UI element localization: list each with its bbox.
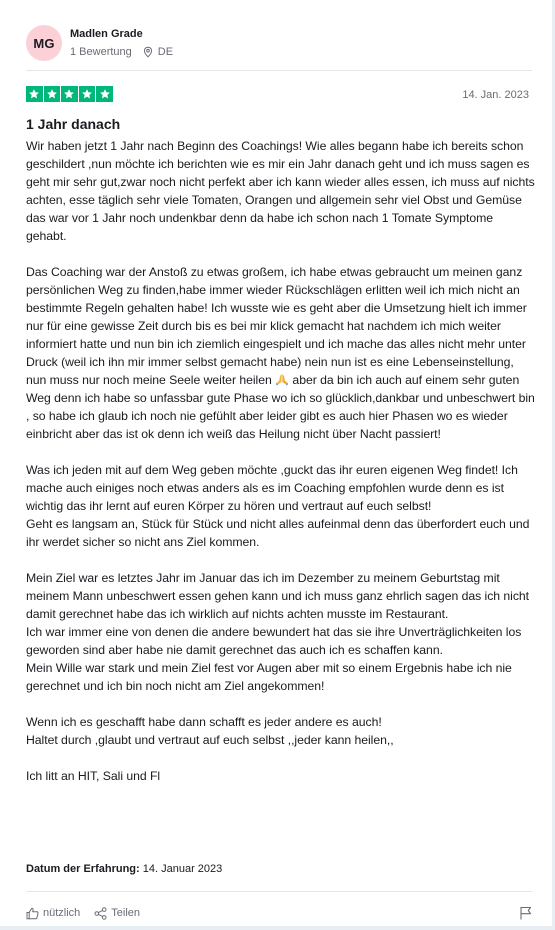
review-paragraph: Das Coaching war der Anstoß zu etwas großem, ich habe etwas gebraucht um meinen ganz persönlichen Weg zu finden,habe immer wieder Rückschlägen erlitten weil ich mich nicht an bestimmte Regeln gehalten habe! Ich wusste wie es geht aber die Umsetzung hielt ich immer nur für eine gewisse Zeit durch bis es bei mir klick gemacht hat nachdem ich mich weiter informiert hatte und nun bin ich ziemlich eingespielt und ich mache das alles nicht mehr unter Druck (weil ich ihn mir immer selbst gemacht habe) nein nun ist es eine Lebenseinstellung, nun muss nur noch meine Seele weiter heilen aber da bin ich auch auf einem sehr guten Weg denn ich habe so unfassbar gute Phase wo ich so glücklich,dankbar und unbeschwert bin , so habe ich glaub ich noch nie gefühlt aber leider gibt es auch hier Phasen wo es wieder einbricht aber das ist ok denn ich weiß das Heilung nicht über Nacht passiert! xyxy=(26,265,535,441)
share-icon xyxy=(94,907,107,920)
praying-hands-icon xyxy=(275,373,289,386)
review-header xyxy=(26,23,173,63)
review-paragraph: Wir haben jetzt 1 Jahr nach Beginn des Coachings! Wie alles begann habe ich bereits schon geschildert ,nun möchte ich berichten wie es mir ein Jahr danach geht und ich muss sagen es geht mir sehr gut,zwar noch nicht perfekt aber ich kann wieder alles essen, ich muss auf nichts achten, esse täglich sehr viele Tomaten, Orangen und allgemein sehr viel Obst und Gemüse das war vor 1 Jahr noch undenkbar denn da habe ich schon nach 1 Tomate Symptome gehabt. xyxy=(26,139,535,243)
user-info xyxy=(70,27,173,59)
review-body xyxy=(26,137,536,785)
review-date: 14. Jan. 2023 xyxy=(462,89,529,101)
review-paragraph: Ich litt an HIT, Sali und Fl xyxy=(26,769,161,783)
star-icon xyxy=(44,86,61,102)
flag-icon[interactable] xyxy=(519,906,532,920)
divider xyxy=(26,70,532,71)
review-paragraph: Mein Ziel war es letztes Jahr im Januar das ich im Dezember zu meinem Geburtstag mit meinem Mann unbeschwert essen gehen kann und ich muss ganz ehrlich sagen das ich nicht damit gerechnet habe das ich wirklich auf nichts achten musste im Restaurant. xyxy=(26,571,530,621)
page-edge xyxy=(0,926,555,930)
thumbs-up-icon xyxy=(26,907,39,920)
star-icon xyxy=(96,86,113,102)
location-pin-icon xyxy=(142,46,154,58)
avatar[interactable]: MG xyxy=(26,25,62,61)
review-paragraph: Ich war immer eine von denen die andere bewundert hat das sie ihre Unverträglichkeiten los geworden sind aber habe nie damit gerechnet das auch ich es schaffen kann. xyxy=(26,625,522,657)
star-rating xyxy=(26,86,113,102)
experience-date-value: 14. Januar 2023 xyxy=(142,863,223,875)
experience-date xyxy=(26,863,222,875)
review-actions xyxy=(26,904,532,922)
review-count: 1 Bewertung xyxy=(70,46,132,58)
reviewer-country: DE xyxy=(157,46,174,58)
useful-label: nützlich xyxy=(43,907,81,919)
star-icon xyxy=(26,86,43,102)
review-card xyxy=(10,8,548,923)
review-paragraph: Haltet durch ,glaubt und vertraut auf euch selbst ,,jeder kann heilen,, xyxy=(26,733,394,747)
star-icon xyxy=(79,86,96,102)
star-icon xyxy=(61,86,78,102)
reviewer-meta xyxy=(70,45,173,59)
review-paragraph: Mein Wille war stark und mein Ziel fest vor Augen aber mit so einem Ergebnis habe ich nie gerechnet und ich bin noch nicht am Ziel angekommen! xyxy=(26,661,512,693)
review-paragraph: Wenn ich es geschafft habe dann schafft es jeder andere es auch! xyxy=(26,715,382,729)
review-paragraph: Was ich jeden mit auf dem Weg geben möchte ,guckt das ihr euren eigenen Weg findet! Ich mache auch einiges noch etwas anders als es im Coaching empfohlen wurde denn es ist wichtig das ihr lernt auf euren Körper zu hören und vertraut auf euch selbst! xyxy=(26,463,518,513)
divider xyxy=(26,891,532,892)
review-title[interactable]: 1 Jahr danach xyxy=(26,116,121,132)
reviewer-name[interactable]: Madlen Grade xyxy=(70,28,143,40)
share-label: Teilen xyxy=(111,907,141,919)
experience-date-label: Datum der Erfahrung: xyxy=(26,863,140,875)
useful-button[interactable] xyxy=(26,907,80,920)
review-paragraph: Geht es langsam an, Stück für Stück und nicht alles aufeinmal denn das überfordert euch und ihr werdet sicher so nicht ans Ziel kommen. xyxy=(26,517,530,549)
share-button[interactable] xyxy=(94,907,140,920)
